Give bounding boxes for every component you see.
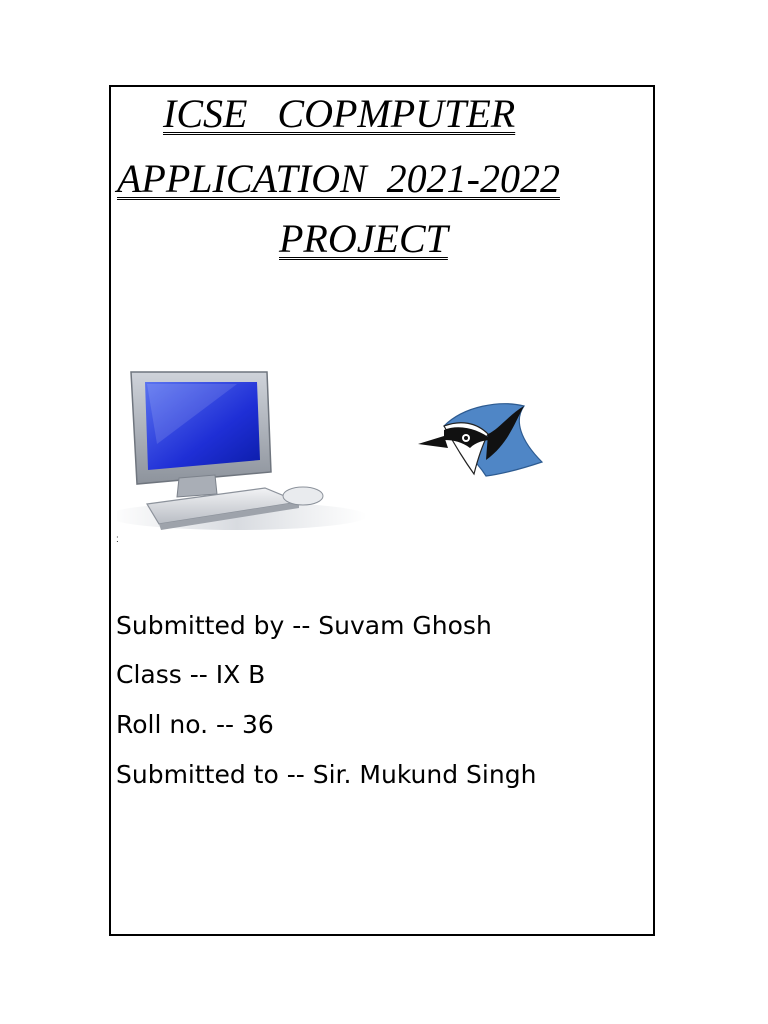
bird-logo-icon <box>414 400 546 486</box>
title-line-2: APPLICATION 2021-2022 <box>117 156 560 201</box>
class-info: Class -- IX B <box>116 660 266 689</box>
monitor-stand <box>177 475 217 497</box>
title-line-1: ICSE COPMPUTER <box>163 91 516 136</box>
submitted-to: Submitted to -- Sir. Mukund Singh <box>116 760 537 789</box>
mouse <box>283 487 323 505</box>
title-line-3: PROJECT <box>279 216 448 261</box>
submitted-by: Submitted by -- Suvam Ghosh <box>116 611 492 640</box>
roll-number: Roll no. -- 36 <box>116 710 274 739</box>
computer-icon <box>117 364 377 536</box>
stray-mark: : <box>116 534 119 545</box>
